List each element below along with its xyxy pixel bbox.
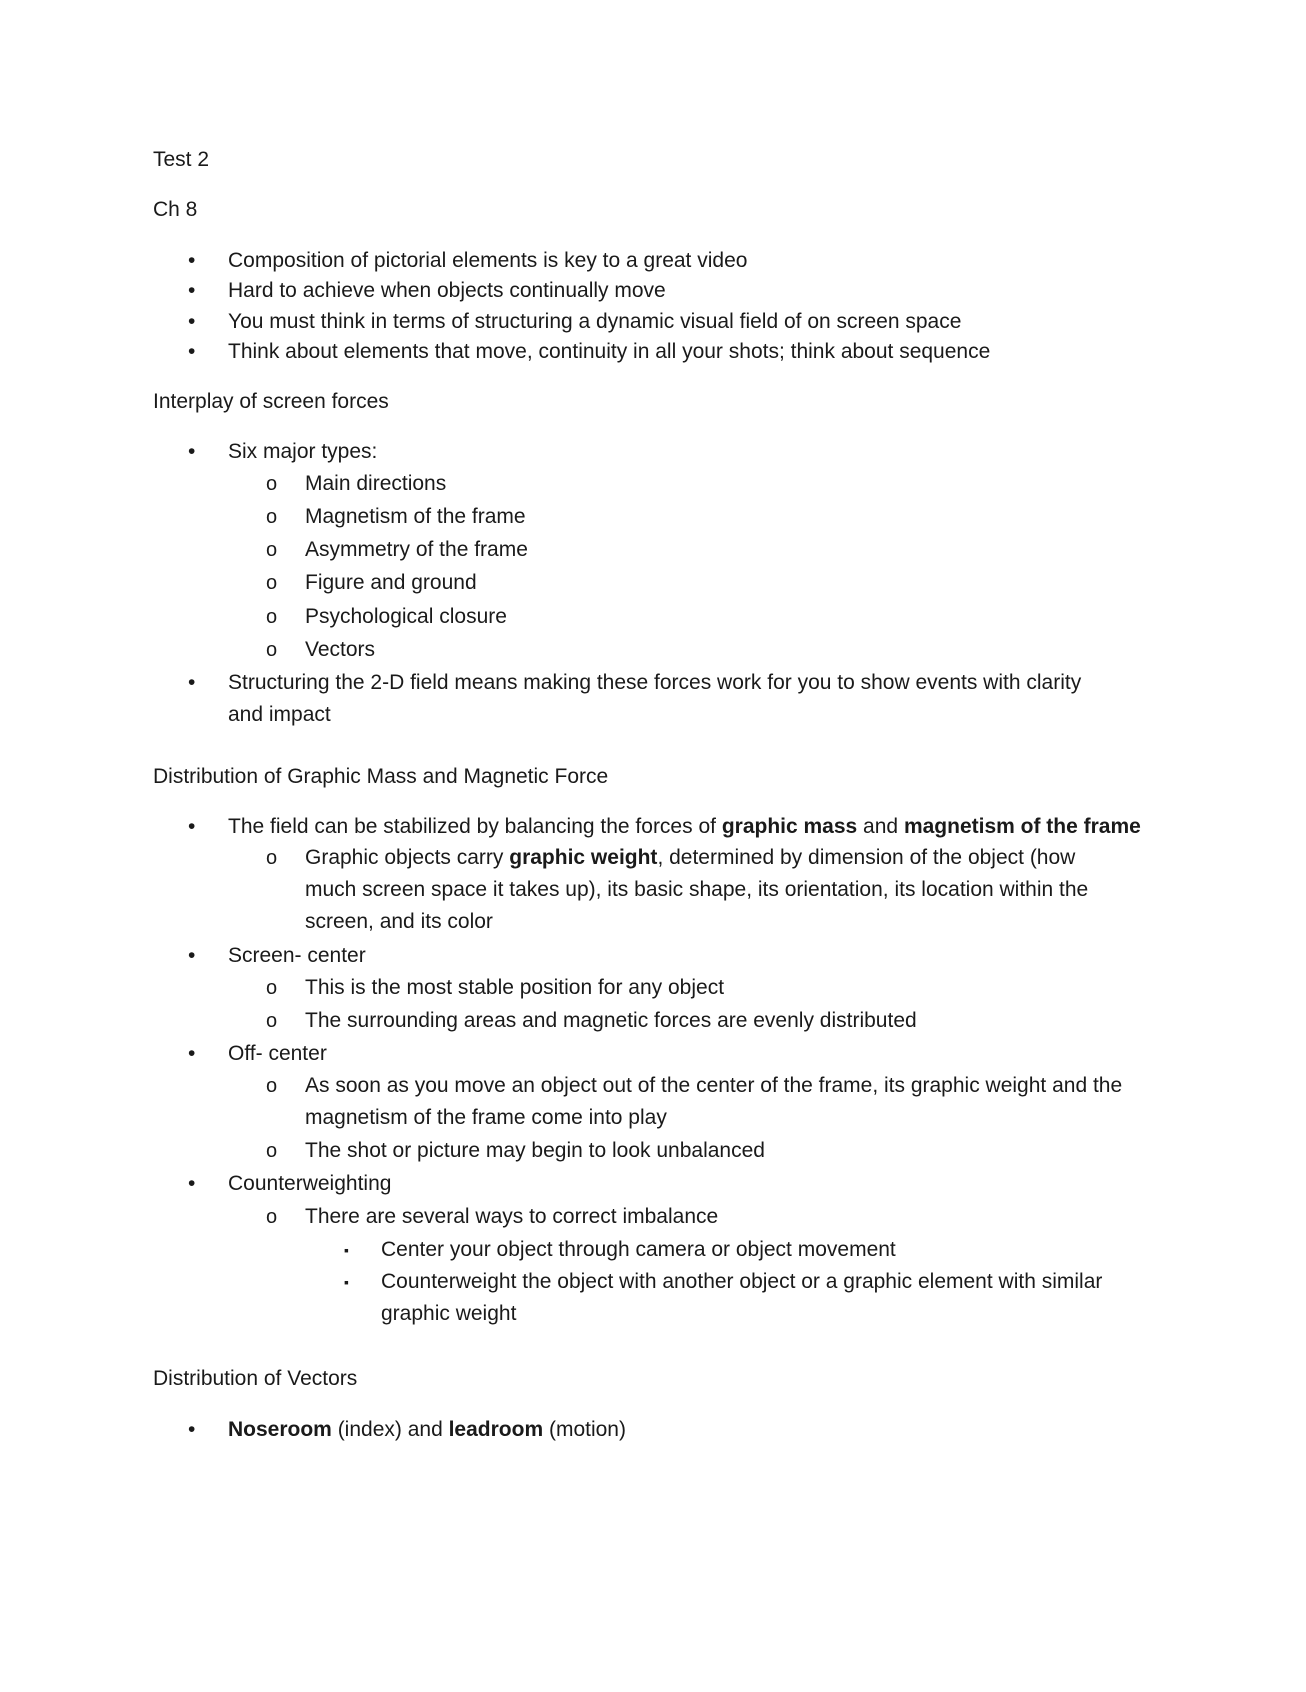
screen-forces-list xyxy=(0,436,1306,731)
graphic-mass-list xyxy=(0,811,1306,1330)
list-item-text: Six major types: xyxy=(228,440,378,463)
list-item-text: Center your object through camera or object movement xyxy=(381,1238,896,1261)
list-item-text: The field can be stabilized by balancing the forces of xyxy=(228,815,722,838)
circle-marker: o xyxy=(266,606,278,628)
list-item xyxy=(0,1234,1148,1266)
list-item xyxy=(0,1201,1148,1234)
circle-marker: o xyxy=(266,1010,278,1032)
list-item-text: Vectors xyxy=(305,638,376,661)
list-item-text: The surrounding areas and magnetic forces are evenly distributed xyxy=(305,1009,917,1032)
square-marker: ▪ xyxy=(344,1274,349,1290)
list-item-text: and xyxy=(857,815,904,838)
list-item-text: As soon as you move an object out of the center of the frame, its graphic weight and the xyxy=(305,1074,1123,1097)
list-item-text: This is the most stable position for any object xyxy=(305,976,725,999)
vectors-list xyxy=(0,1414,1306,1446)
list-item-text: , determined by dimension of the object (how xyxy=(657,846,1076,869)
list-item xyxy=(0,1414,1148,1446)
bullet-marker: • xyxy=(188,440,196,463)
list-item-text: (index) and xyxy=(331,1418,449,1441)
section-heading-vectors: Distribution of Vectors xyxy=(153,1367,358,1390)
list-item-text-continued: much screen space it takes up), its basic shape, its orientation, its location within the xyxy=(305,878,1089,901)
list-item xyxy=(0,972,1148,1005)
document-title: Test 2 xyxy=(153,148,210,171)
list-item-text: Counterweight the object with another object or a graphic element with similar xyxy=(381,1270,1103,1293)
list-item-text: Counterweighting xyxy=(228,1172,392,1195)
list-item-text-continued: magnetism of the frame come into play xyxy=(305,1106,667,1129)
list-item xyxy=(0,245,1148,275)
list-item-text-continued: and impact xyxy=(228,703,331,726)
list-item xyxy=(0,940,1148,972)
list-item xyxy=(0,1038,1148,1070)
list-item xyxy=(0,436,1148,468)
list-item-text: There are several ways to correct imbalance xyxy=(305,1205,719,1228)
list-item-text: Magnetism of the frame xyxy=(305,505,526,528)
list-item-text: (motion) xyxy=(543,1418,626,1441)
list-item xyxy=(0,634,1148,667)
bullet-marker: • xyxy=(188,815,196,838)
list-item-text: The shot or picture may begin to look unbalanced xyxy=(305,1139,765,1162)
circle-marker: o xyxy=(266,572,278,594)
list-item-text: Screen- center xyxy=(228,944,366,967)
list-item xyxy=(0,306,1148,336)
list-item xyxy=(0,336,1148,366)
bullet-marker: • xyxy=(188,340,196,363)
circle-marker: o xyxy=(266,473,278,495)
bullet-marker: • xyxy=(188,671,196,694)
circle-marker: o xyxy=(266,506,278,528)
list-item-text-continued: graphic weight xyxy=(381,1302,517,1325)
list-item-text: Structuring the 2-D field means making these forces work for you to show events with clarity xyxy=(228,671,1082,694)
circle-marker: o xyxy=(266,977,278,999)
list-item xyxy=(0,1005,1148,1038)
bullet-marker: • xyxy=(188,1418,196,1441)
circle-marker: o xyxy=(266,1140,278,1162)
list-item-text: Graphic objects carry xyxy=(305,846,510,869)
bullet-marker: • xyxy=(188,279,196,302)
list-item xyxy=(0,1266,1148,1330)
list-item xyxy=(0,501,1148,534)
bold-term: leadroom xyxy=(448,1418,544,1441)
list-item xyxy=(0,468,1148,501)
intro-bullet-list xyxy=(0,245,1306,366)
circle-marker: o xyxy=(266,639,278,661)
bold-term: Noseroom xyxy=(228,1418,332,1441)
list-item-text-continued: screen, and its color xyxy=(305,910,493,933)
list-item xyxy=(0,1070,1148,1135)
bullet-marker: • xyxy=(188,944,196,967)
list-item xyxy=(0,534,1148,567)
circle-marker: o xyxy=(266,847,278,869)
bullet-marker: • xyxy=(188,1042,196,1065)
bold-term: graphic weight xyxy=(509,846,658,869)
list-item xyxy=(0,601,1148,634)
list-item-text: You must think in terms of structuring a dynamic visual field of on screen space xyxy=(228,310,962,333)
bullet-marker: • xyxy=(188,310,196,333)
list-item-text: Figure and ground xyxy=(305,571,477,594)
list-item xyxy=(0,567,1148,601)
chapter-heading: Ch 8 xyxy=(153,198,198,221)
square-marker: ▪ xyxy=(344,1242,349,1258)
section-heading-graphic-mass: Distribution of Graphic Mass and Magnetic Force xyxy=(153,765,609,788)
list-item xyxy=(0,667,1148,731)
circle-marker: o xyxy=(266,539,278,561)
list-item-text: Off- center xyxy=(228,1042,327,1065)
list-item-text: Hard to achieve when objects continually move xyxy=(228,279,666,302)
section-heading-screen-forces: Interplay of screen forces xyxy=(153,390,389,413)
list-item xyxy=(0,1168,1148,1201)
list-item-text: Think about elements that move, continuity in all your shots; think about sequence xyxy=(228,340,991,363)
bold-term: graphic mass xyxy=(721,815,858,838)
bullet-marker: • xyxy=(188,1172,196,1195)
list-item xyxy=(0,811,1148,842)
list-item xyxy=(0,1135,1148,1168)
list-item xyxy=(0,842,1148,940)
bold-term: magnetism of the frame xyxy=(903,815,1141,838)
list-item xyxy=(0,275,1148,306)
circle-marker: o xyxy=(266,1206,278,1228)
list-item-text: Composition of pictorial elements is key to a great video xyxy=(228,249,748,272)
list-item-text: Main directions xyxy=(305,472,447,495)
circle-marker: o xyxy=(266,1075,278,1097)
list-item-text: Asymmetry of the frame xyxy=(305,538,528,561)
list-item-text: Psychological closure xyxy=(305,605,507,628)
bullet-marker: • xyxy=(188,249,196,272)
